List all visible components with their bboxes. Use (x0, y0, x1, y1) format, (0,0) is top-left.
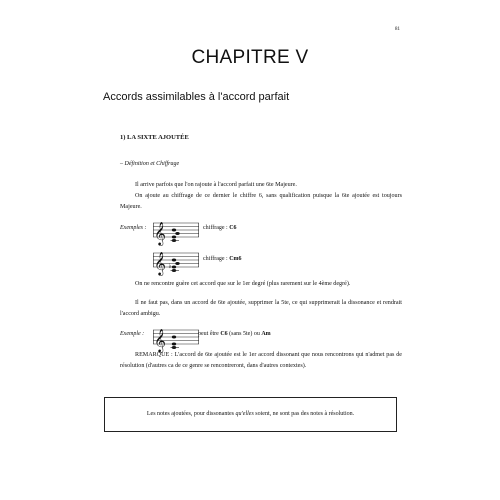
remark-text: L'accord de 6te ajoutée est le 1er accord dissonant que nous rencontrons qui n'admet pas de résolution (d'autres ca de ce genre se rencontreront, dans d'autres contextes). (120, 352, 402, 369)
paragraph-2: On ajoute au chiffrage de ce dernier le chiffre 6, sans qualification puisque la 6te ajoutée est toujours Majeure. (120, 193, 402, 210)
remark-paragraph (120, 350, 402, 371)
chiffrage-c6: C6 (229, 225, 237, 231)
note-part-1: Les notes ajoutées, pour dissonantes (146, 411, 235, 417)
chiffrage-cm6: Cm6 (229, 256, 242, 262)
paragraph-4: Il ne faut pas, dans un accord de 6te ajoutée, supprimer la 5te, ce qui supprimerait la dissonance et rendrait l'accord ambigu. (120, 300, 402, 317)
music-staff-example-1 (153, 213, 199, 247)
chiffrage-2 (203, 256, 242, 262)
chiffrage-prefix: chiffrage : (203, 256, 228, 262)
alternate-chord-text (198, 331, 271, 337)
chapter-title: CHAPITRE V (191, 47, 309, 68)
note-part-2: soient, ne sont pas des notes à résolution. (255, 411, 355, 417)
whole-note-icon (172, 259, 180, 273)
remark-label: REMARQUE : (135, 352, 173, 358)
examples-label: Exemples : (120, 225, 147, 231)
music-staff-example-2 (153, 243, 199, 277)
alt-c6: C6 (220, 331, 228, 337)
paragraph-1: Il arrive parfois que l'on rajoute à l'accord parfait une 6te Majeure. (135, 182, 297, 188)
chiffrage-1 (203, 225, 237, 231)
page-number: 81 (395, 27, 400, 32)
paragraph-3: On ne rencontre guère cet accord que sur le 1er degré (plus rarement sur le 4ème degré). (135, 281, 351, 287)
alt-middle: (sans 5te) ou (229, 331, 260, 337)
section-title: Accords assimilables à l'accord parfait (103, 91, 290, 103)
whole-note-icon (172, 229, 180, 243)
treble-clef-icon: 𝄞 (154, 221, 166, 245)
definition-subheading: – Définition et Chiffrage (120, 161, 180, 167)
note-italic: qu'elles (235, 411, 254, 417)
alt-prefix: peut être (198, 331, 219, 337)
whole-note-icon (172, 336, 176, 350)
alt-am: Am (261, 331, 271, 337)
subsection-title: 1) LA SIXTE AJOUTÉE (120, 134, 189, 141)
chiffrage-prefix: chiffrage : (203, 225, 228, 231)
example-label: Exemple : (120, 331, 145, 337)
treble-clef-icon: 𝄞 (154, 251, 166, 275)
note-box-text (104, 411, 397, 417)
treble-clef-icon: 𝄞 (154, 328, 166, 352)
flat-icon: ♭ (168, 262, 172, 270)
music-staff-example-3 (153, 320, 199, 354)
